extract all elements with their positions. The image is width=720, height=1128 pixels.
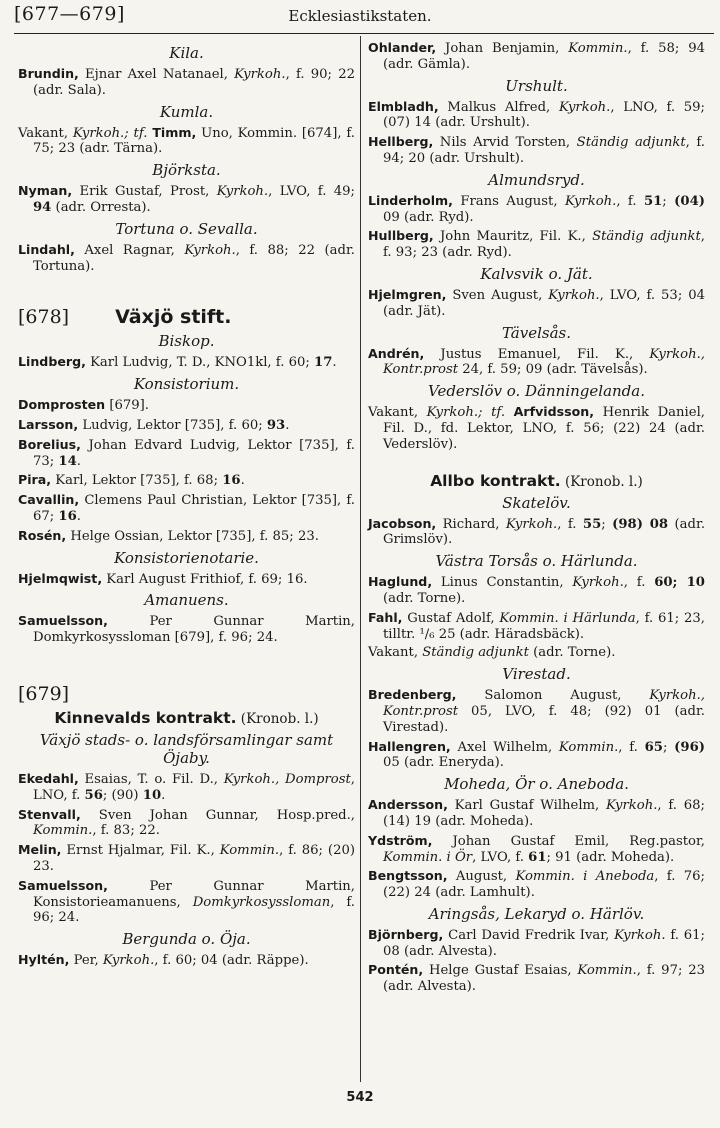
section-heading: Almundsryd. <box>488 170 585 189</box>
entry: Hallengren, Axel Wilhelm, Kommin., f. 65; (96) 05 (adr. Eneryda). <box>368 738 705 771</box>
entry: Vakant, Kyrkoh.; tf. Arfvidsson, Henrik Daniel, Fil. D., fd. Lektor, LNO, f. 56; (22) 24 (adr. Vederslöv). <box>368 404 705 452</box>
left-column <box>18 40 355 972</box>
person-name: Elmbladh, <box>368 98 439 114</box>
entry: Hjelmqwist, Karl August Frithiof, f. 69; 16. <box>18 570 308 587</box>
entry: Domprosten [679]. <box>18 397 149 414</box>
section-heading: Konsistorium. <box>133 375 240 394</box>
entry: Stenvall, Sven Johan Gunnar, Hosp.pred., Kommin., f. 83; 22. <box>18 806 355 839</box>
section-heading: Tortuna o. Sevalla. <box>115 219 258 238</box>
page-range: [677—679] <box>14 3 125 25</box>
entry: Andersson, Karl Gustaf Wilhelm, Kyrkoh., f. 68; (14) 19 (adr. Moheda). <box>368 797 705 829</box>
person-name: Hyltén, <box>18 952 70 968</box>
section-heading: Tävelsås. <box>501 323 572 342</box>
person-name: Borelius, <box>18 436 81 452</box>
person-name: Andrén, <box>368 345 425 361</box>
person-name: Samuelsson, <box>18 877 108 893</box>
entry: Lindberg, Karl Ludvig, T. D., KNO1kl, f. 60; 17. <box>18 354 337 371</box>
entry: Linderholm, Frans August, Kyrkoh., f. 51; (04) 09 (adr. Ryd). <box>368 192 705 225</box>
entry: Bengtsson, August, Kommin. i Aneboda, f. 76; (22) 24 (adr. Lamhult). <box>368 868 705 901</box>
entry: Jacobson, Richard, Kyrkoh., f. 55; (98) 08 (adr. Grimslöv). <box>368 515 706 548</box>
entry: Samuelsson, Per Gunnar Martin, Konsistorieamanuens, Domkyrkosyssloman, f. 96; 24. <box>18 877 355 926</box>
entry: Björnberg, Carl David Fredrik Ivar, Kyrkoh. f. 61; 08 (adr. Alvesta). <box>368 926 705 959</box>
person-name: Samuelsson, <box>18 613 108 629</box>
entry: Borelius, Johan Edvard Ludvig, Lektor [735], f. 73; 14. <box>18 436 355 469</box>
entry: Andrén, Justus Emanuel, Fil. K., Kyrkoh., Kontr.prost 24, f. 59; 09 (adr. Tävelsås). <box>368 345 705 378</box>
person-name: Melin, <box>18 842 62 858</box>
person-name: Hjelmgren, <box>368 286 447 302</box>
entry: Fahl, Gustaf Adolf, Kommin. i Härlunda, f. 61; 23, tilltr. ¹/₆ 25 (adr. Häradsbäck). <box>368 609 705 642</box>
section-heading: Aringsås, Lekaryd o. Härlöv. <box>428 904 645 923</box>
section-heading: Kumla. <box>159 102 214 121</box>
entry: Hyltén, Per, Kyrkoh., f. 60; 04 (adr. Räppe). <box>18 952 309 969</box>
diocese-heading <box>18 306 355 328</box>
entry: Lindahl, Axel Ragnar, Kyrkoh., f. 88; 22 (adr. Tortuna). <box>18 241 355 274</box>
person-name: Ohlander, <box>368 40 437 55</box>
section-number-block <box>18 649 355 705</box>
section-heading: Moheda, Ör o. Aneboda. <box>444 775 629 794</box>
contract-heading: Allbo kontrakt. (Kronob. l.) <box>430 471 643 490</box>
page-number: 542 <box>346 1090 374 1105</box>
person-name: Haglund, <box>368 574 433 590</box>
entry: Cavallin, Clemens Paul Christian, Lektor [735], f. 67; 16. <box>18 492 355 524</box>
entry: Haglund, Linus Constantin, Kyrkoh., f. 60; 10 (adr. Torne). <box>368 574 705 606</box>
entry: Vakant, Ständig adjunkt (adr. Torne). <box>368 645 616 661</box>
person-name: Larsson, <box>18 416 79 432</box>
person-name: Domprosten <box>18 397 106 413</box>
person-name: Rosén, <box>18 527 67 543</box>
person-name: Hellberg, <box>368 134 434 150</box>
entry: Elmbladh, Malkus Alfred, Kyrkoh., LNO, f. 59; (07) 14 (adr. Urshult). <box>368 98 705 131</box>
entry: Pira, Karl, Lektor [735], f. 68; 16. <box>18 472 245 489</box>
person-name: Pontén, <box>368 962 424 978</box>
section-heading: Konsistorienotarie. <box>114 548 259 567</box>
running-title: Ecklesiastikstaten. <box>288 7 432 25</box>
entry: Ohlander, Johan Benjamin, Kommin., f. 58; 94 (adr. Gämla). <box>368 40 706 72</box>
person-name: Hullberg, <box>368 228 434 244</box>
person-name: Ekedahl, <box>18 770 79 786</box>
person-name: Arfvidsson, <box>513 404 595 420</box>
entry: Hellberg, Nils Arvid Torsten, Ständig adjunkt, f. 94; 20 (adr. Urshult). <box>368 134 705 166</box>
section-heading: Kila. <box>169 44 204 62</box>
person-name: Jacobson, <box>368 515 437 531</box>
contract-heading: Kinnevalds kontrakt. (Kronob. l.) <box>54 708 319 727</box>
header-rule <box>14 33 714 34</box>
diocese-title: Växjö stift. <box>115 306 232 329</box>
entry: Bredenberg, Salomon August, Kyrkoh., Kontr.prost 05, LVO, f. 48; (92) 01 (adr. Virestad). <box>368 687 705 735</box>
person-name: Hjelmqwist, <box>18 570 103 586</box>
person-name: Björnberg, <box>368 926 444 942</box>
person-name: Ydström, <box>368 832 433 848</box>
section-heading: Bergunda o. Öja. <box>122 930 251 949</box>
entry: Brundin, Ejnar Axel Natanael, Kyrkoh., f. 90; 22 (adr. Sala). <box>18 66 355 98</box>
section-heading: Amanuens. <box>144 591 229 610</box>
entry: Samuelsson, Per Gunnar Martin, Domkyrkosyssloman [679], f. 96; 24. <box>18 613 355 646</box>
contract-title: Allbo kontrakt. <box>430 471 561 490</box>
person-name: Fahl, <box>368 609 403 625</box>
person-name: Hallengren, <box>368 738 451 754</box>
entry: Larsson, Ludvig, Lektor [735], f. 60; 93. <box>18 416 290 433</box>
entry: Hullberg, John Mauritz, Fil. K., Ständig adjunkt, f. 93; 23 (adr. Ryd). <box>368 228 705 261</box>
entry: Melin, Ernst Hjalmar, Fil. K., Kommin., f. 86; (20) 23. <box>18 842 356 874</box>
section-heading: Vederslöv o. Dänningelanda. <box>428 382 645 401</box>
section-heading: Skatelöv. <box>502 493 571 512</box>
section-heading: Växjö stads- o. landsförsamlingar samt Öjaby. <box>39 730 334 767</box>
person-name: Bredenberg, <box>368 687 457 703</box>
person-name: Lindahl, <box>18 241 75 257</box>
person-name: Andersson, <box>368 797 448 813</box>
section-heading: Kalvsvik o. Jät. <box>480 264 593 283</box>
entry: Vakant, Kyrkoh.; tf. Timm, Uno, Kommin. [674], f. 75; 23 (adr. Tärna). <box>18 124 355 157</box>
person-name: Pira, <box>18 472 52 488</box>
person-name: Linderholm, <box>368 192 453 208</box>
section-heading: Virestad. <box>502 665 571 684</box>
entry: Ydström, Johan Gustaf Emil, Reg.pastor, Kommin. i Ör, LVO, f. 61; 91 (adr. Moheda). <box>368 832 705 865</box>
entry: Pontén, Helge Gustaf Esaias, Kommin., f. 97; 23 (adr. Alvesta). <box>368 962 706 995</box>
person-name: Stenvall, <box>18 806 81 822</box>
section-number: [678] <box>18 306 70 329</box>
entry: Nyman, Erik Gustaf, Prost, Kyrkoh., LVO, f. 49; 94 (adr. Orresta). <box>18 183 356 215</box>
entry: Rosén, Helge Ossian, Lektor [735], f. 85; 23. <box>18 527 319 544</box>
section-number: [679] <box>18 682 70 705</box>
person-name: Brundin, <box>18 66 79 81</box>
person-name: Cavallin, <box>18 492 80 508</box>
section-heading: Biskop. <box>158 332 215 351</box>
person-name: Nyman, <box>18 183 73 199</box>
section-heading: Björksta. <box>152 161 221 180</box>
person-name: Timm, <box>152 124 197 140</box>
entry: Ekedahl, Esaias, T. o. Fil. D., Kyrkoh., Domprost, LNO, f. 56; (90) 10. <box>18 770 355 803</box>
section-heading: Västra Torsås o. Härlunda. <box>435 552 638 571</box>
right-column <box>368 40 705 998</box>
person-name: Bengtsson, <box>368 868 448 884</box>
contract-title: Kinnevalds kontrakt. <box>54 708 237 727</box>
column-divider <box>360 36 361 1082</box>
person-name: Lindberg, <box>18 354 86 370</box>
section-heading: Urshult. <box>505 76 568 95</box>
entry: Hjelmgren, Sven August, Kyrkoh., LVO, f. 53; 04 (adr. Jät). <box>368 286 705 319</box>
